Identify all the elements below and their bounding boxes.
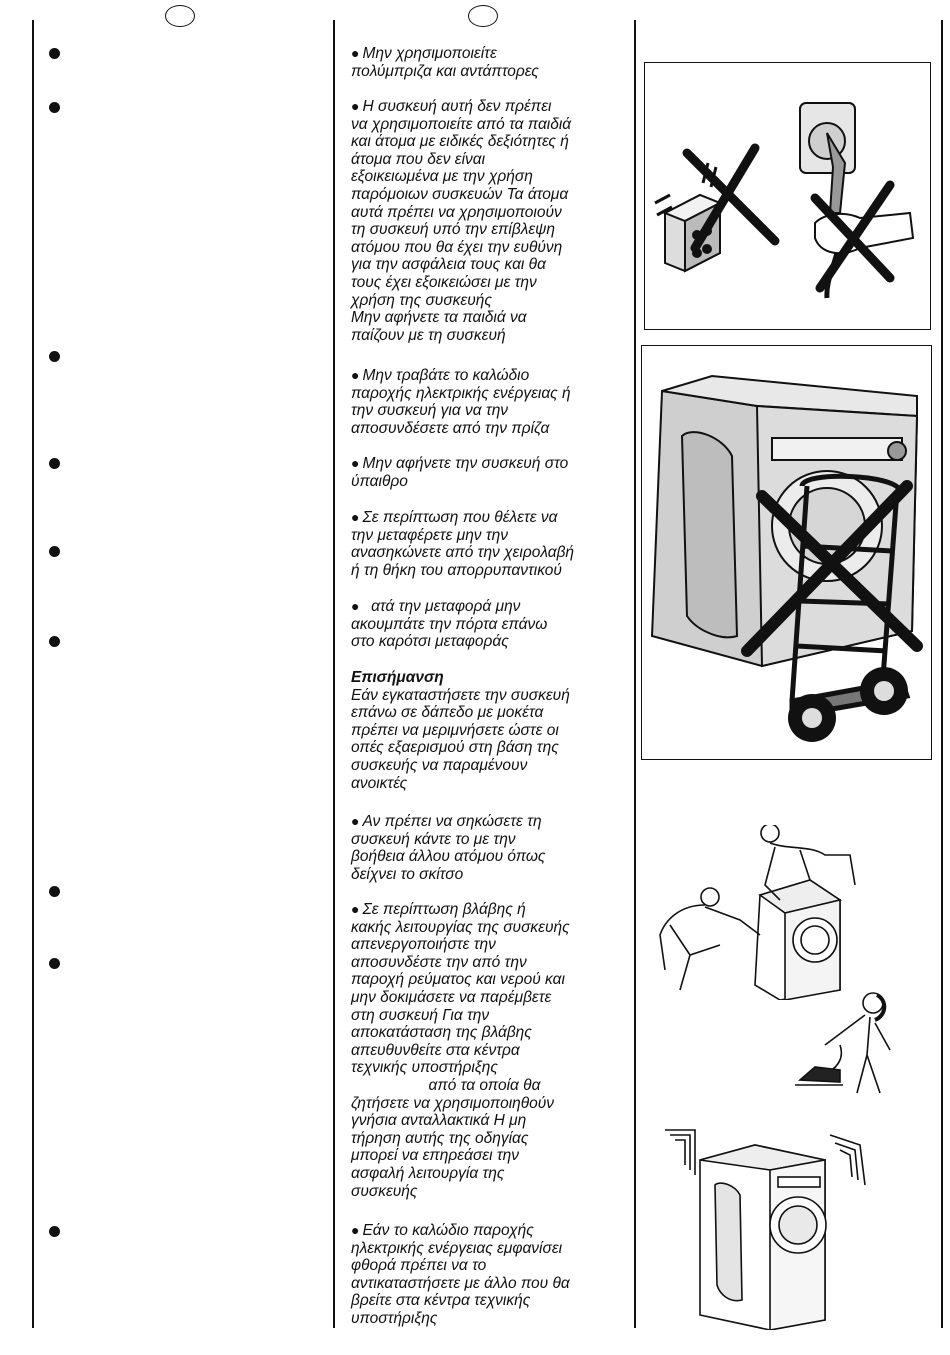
- iron-icon: [800, 1067, 840, 1082]
- safety-paragraph: ● Σε περίπτωση βλάβης ή κακής λειτουργίας της συσκευής απενεργοποιήστε την αποσυνδέστε την από την παροχή ρεύματος και νερού και μην δοκιμάσετε να παρέμβετε στη συσκευή Για την αποκατάσταση της βλάβης απευθυνθείτε στα κέντρα τεχνικής υποστήριξης από τα οποία θα ζητήσετε να χρησιμοποιηθούν γνήσια ανταλλακτικά Η μη τήρηση αυτής της οδηγίας μπορεί να επηρεάσει την ασφαλή λειτουργία της συσκευής: [351, 901, 570, 1200]
- bullet-icon: ●: [351, 45, 360, 61]
- bullet-marker: [49, 1226, 60, 1237]
- column-divider-line: [634, 20, 636, 1328]
- no-multiplug-illustration: [644, 62, 931, 330]
- bullet-icon: ●: [351, 509, 360, 525]
- ventilated-machine-illustration: [660, 1125, 885, 1330]
- language-indicator-oval: [468, 5, 498, 27]
- bullet-icon: ●: [351, 1222, 360, 1238]
- language-indicator-oval: [165, 5, 195, 27]
- bullet-icon: ●: [351, 367, 360, 383]
- person-body-icon: [660, 905, 760, 990]
- bullet-icon: ●: [351, 901, 360, 917]
- bullet-marker: [49, 48, 60, 59]
- safety-paragraph: ● Μην τραβάτε το καλώδιο παροχής ηλεκτρικής ενέργειας ή την συσκευή για να την αποσυνδέσετε από την πρίζα: [351, 367, 571, 437]
- safety-paragraph: ● Αν πρέπει να σηκώσετε τη συσκευή κάντε το με την βοήθεια άλλου ατόμου όπως δείχνει το σκίτσο: [351, 813, 546, 883]
- washing-machine-icon: [700, 1145, 826, 1330]
- left-border-line: [32, 20, 34, 1328]
- wall-socket-icon: [800, 103, 855, 213]
- two-person-lift-illustration: [650, 825, 865, 1000]
- safety-paragraph: ● Η συσκευή αυτή δεν πρέπει να χρησιμοποιείτε από τα παιδιά και άτομα με ειδικές δεξιότητες ή άτομα που δεν είναι εξοικειωμένα με την χρήση παρόμοιων συσκευών Τα άτομα αυτά πρέπει να χρησιμοποιούν τη συσκευή υπό την επίβλεψη ατόμου που θα έχει την ευθύνη για την ασφάλεια τους και θα τους έχει εξοικειώσει με την χρήση της συσκευής Μην αφήνετε τα παιδιά να παίζουν με τη συσκευή: [351, 98, 572, 344]
- right-border-line: [941, 20, 943, 1328]
- bullet-marker: [49, 636, 60, 647]
- bullet-marker: [49, 886, 60, 897]
- bullet-marker: [49, 458, 60, 469]
- bullet-marker: [49, 958, 60, 969]
- safety-paragraph: ● Εάν το καλώδιο παροχής ηλεκτρικής ενέργειας εμφανίσει φθορά πρέπει να το αντικαταστήσετε με άλλο που θα βρείτε στα κέντρα τεχνικής υποστήριξης: [351, 1222, 570, 1327]
- bullet-icon: ●: [351, 598, 360, 614]
- safety-paragraph: ● ατά την μεταφορά μην ακουμπάτε την πόρτα επάνω στο καρότσι μεταφοράς: [351, 598, 548, 651]
- safety-paragraph: ● Σε περίπτωση που θέλετε να την μεταφέρετε μην την ανασηκώνετε από την χειρολαβή ή τη θήκη του απορρυπαντικού: [351, 509, 575, 579]
- notice-heading: Επισήμανση: [351, 669, 444, 686]
- safety-paragraph: ● Μην χρησιμοποιείτε πολύμπριζα και αντάπτορες: [351, 45, 539, 80]
- notice-paragraph: Επισήμανση Εάν εγκαταστήσετε την συσκευή επάνω σε δάπεδο με μοκέτα πρέπει να μεριμνήσετε ώστε οι οπές εξαερισμού στη βάση της συσκευής να παραμένουν ανοικτές: [351, 669, 631, 792]
- bullet-marker: [49, 102, 60, 113]
- bullet-marker: [49, 546, 60, 557]
- bullet-icon: ●: [351, 455, 360, 471]
- no-trolley-door-illustration: [641, 345, 932, 760]
- safety-paragraph: ● Μην αφήνετε την συσκευή στο ύπαιθρο: [351, 455, 569, 490]
- call-technician-illustration: [795, 985, 900, 1095]
- bullet-icon: ●: [351, 813, 360, 829]
- bullet-icon: ●: [351, 98, 360, 114]
- bullet-marker: [49, 351, 60, 362]
- person-head-icon: [761, 825, 779, 842]
- person-head-icon: [701, 888, 719, 906]
- column-divider-line: [333, 20, 335, 1328]
